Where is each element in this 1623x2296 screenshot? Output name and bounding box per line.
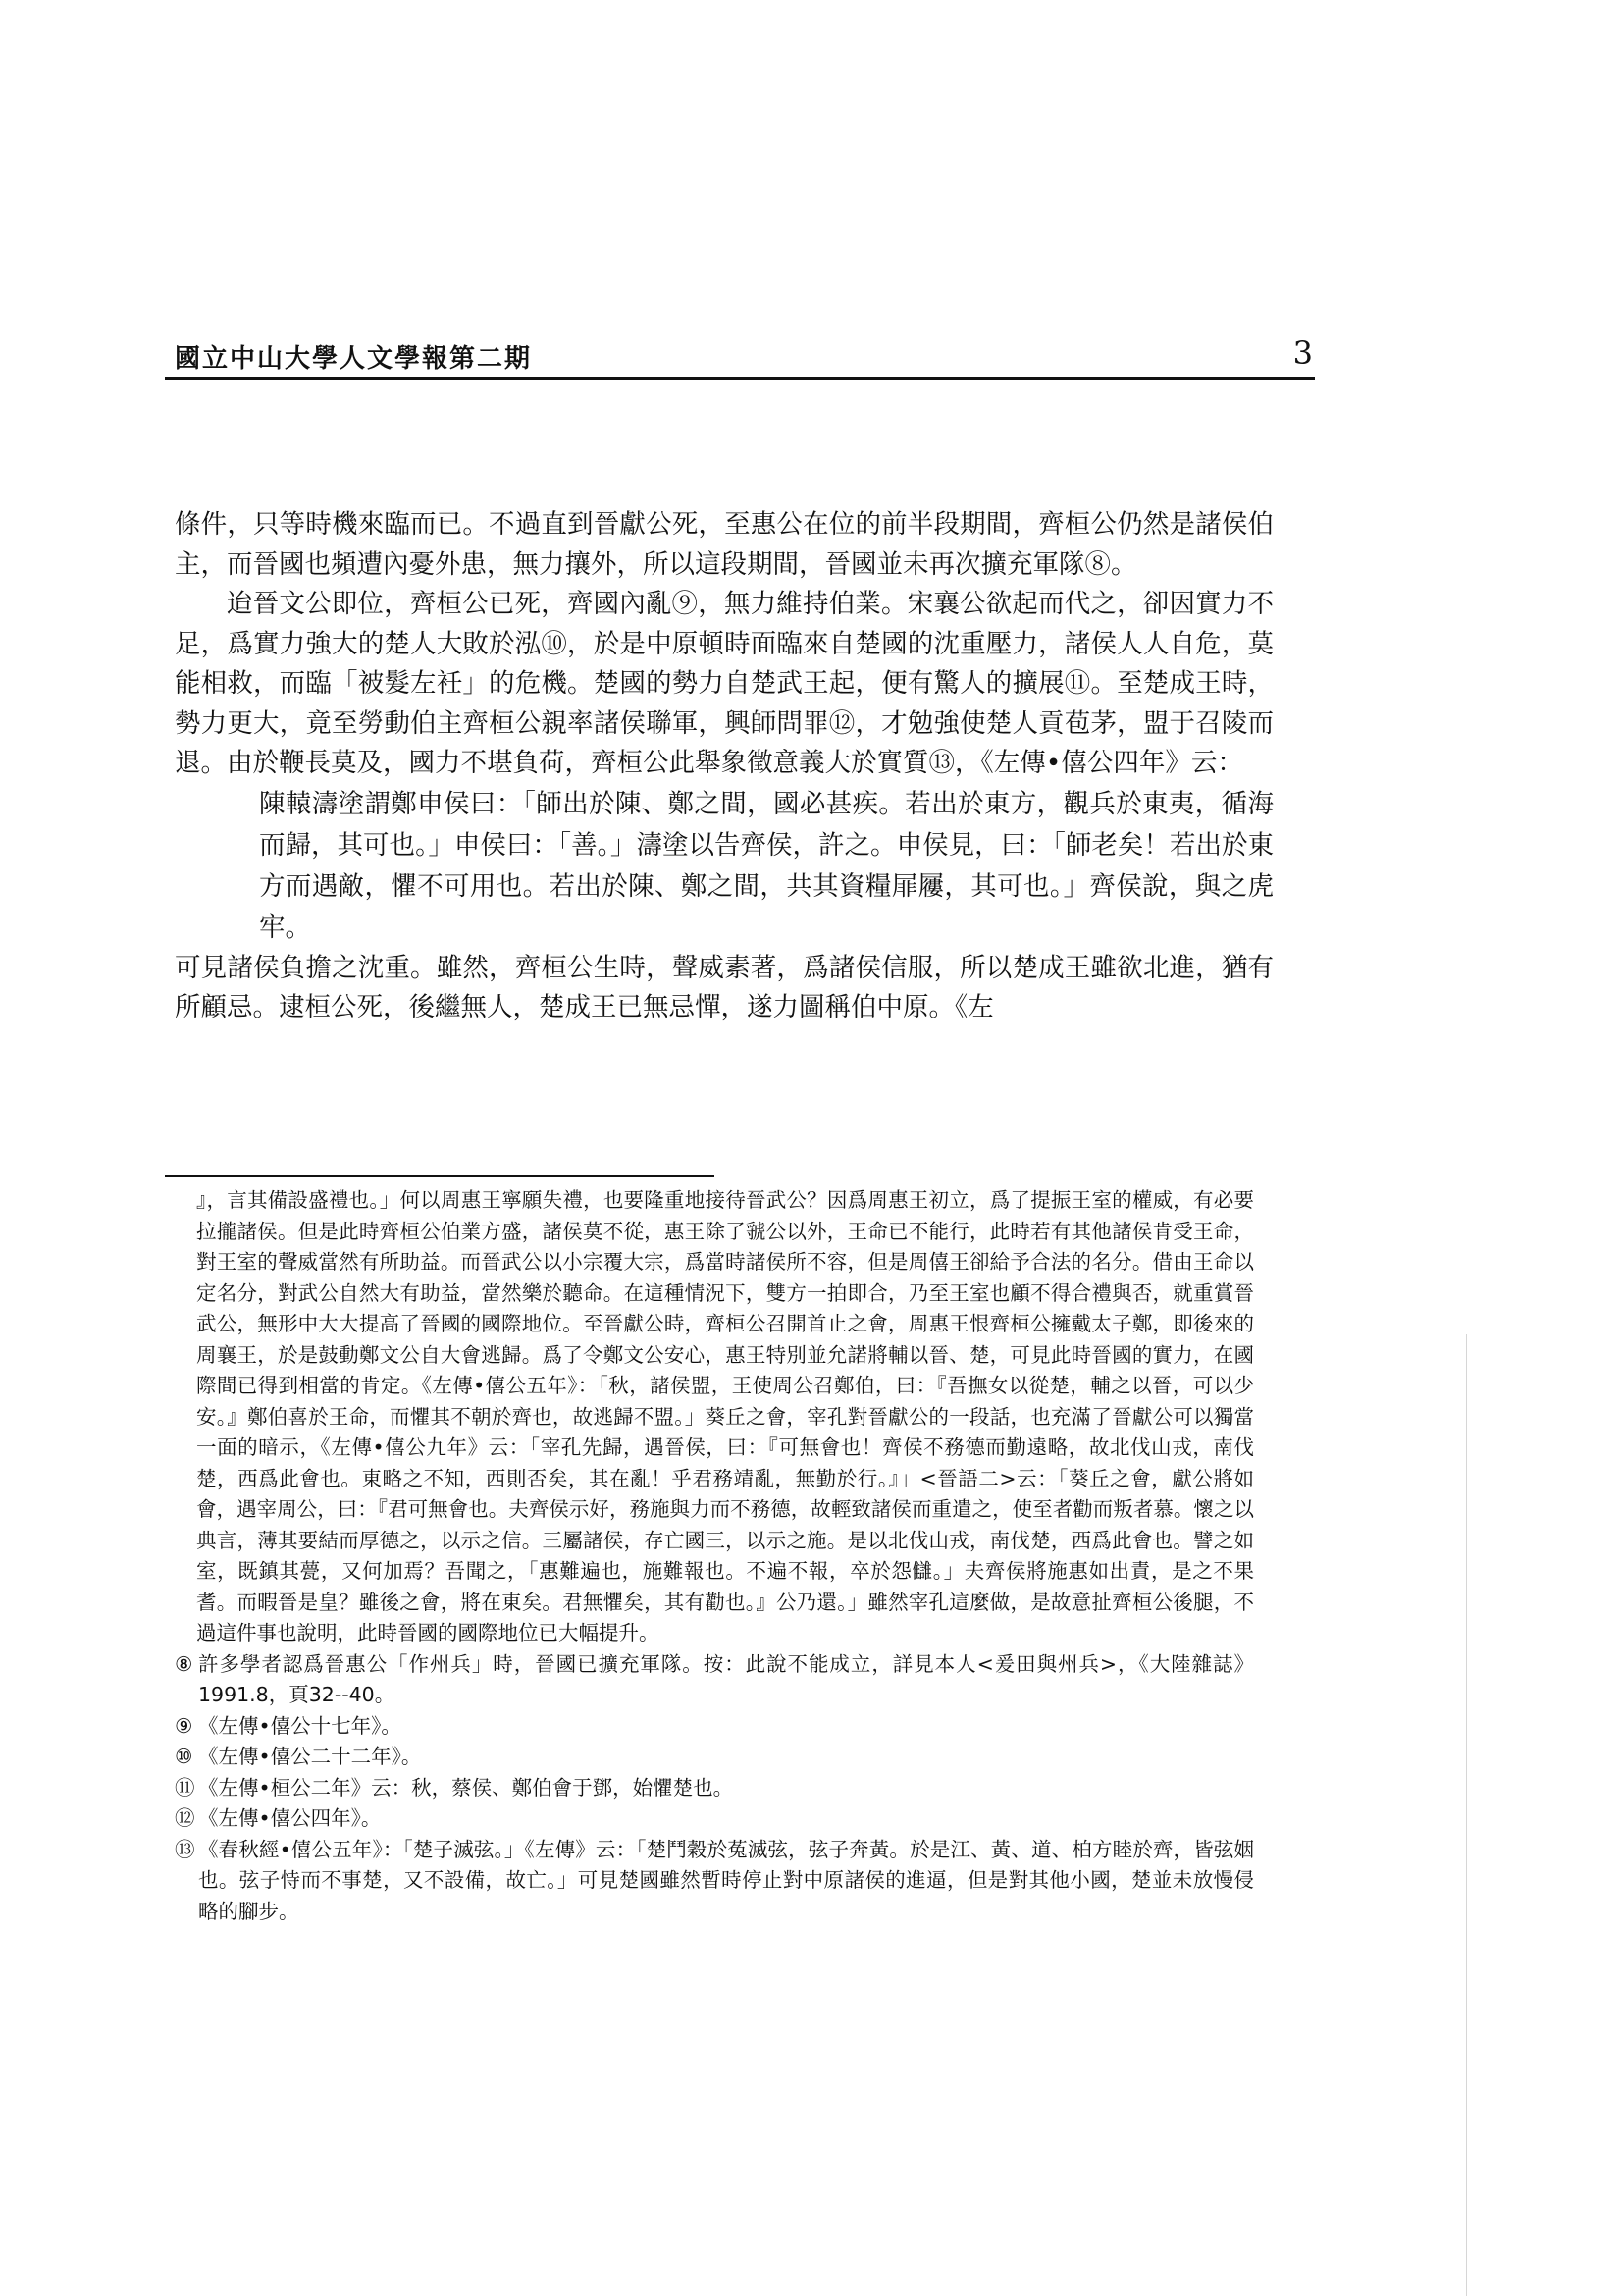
footnote-text: 《左傳•桓公二年》云：秋，蔡侯、鄭伯會于鄧，始懼楚也。 bbox=[198, 1775, 734, 1800]
footnote-number: ⑬ bbox=[175, 1837, 195, 1861]
footnote-item bbox=[175, 1649, 1254, 1711]
footnote-text: 《春秋經•僖公五年》：「楚子滅弦。」《左傳》云：「楚鬥穀於菟滅弦，弦子奔黃。於是江、黃、道、柏方睦於齊，皆弦姻也。弦子恃而不事楚，又不設備，故亡。」可見楚國雖然暫時停止對中原諸侯的進逼，但是對其他小國，楚並未放慢侵略的腳步。 bbox=[198, 1837, 1254, 1923]
main-text bbox=[175, 505, 1274, 1028]
journal-title: 國立中山大學人文學報第二期 bbox=[175, 344, 533, 374]
header-rule bbox=[165, 377, 1315, 380]
footnote-item bbox=[175, 1742, 1254, 1773]
footnote-item bbox=[175, 1835, 1254, 1928]
footnote-number: ⑩ bbox=[175, 1745, 193, 1768]
running-header bbox=[175, 335, 1313, 382]
footnote-number: ⑧ bbox=[175, 1651, 193, 1676]
footnote-text: 《左傳•僖公十七年》。 bbox=[198, 1713, 401, 1738]
footnote-number: ⑫ bbox=[175, 1806, 195, 1830]
page-number: 3 bbox=[1292, 335, 1313, 372]
block-quote: 陳轅濤塗謂鄭申侯曰：「師出於陳、鄭之間，國必甚疾。若出於東方，觀兵於東夷，循海而歸，其可也。」申侯曰：「善。」濤塗以告齊侯，許之。申侯見，曰：「師老矣！若出於東方而遇敵，懼不可用也。若出於陳、鄭之間，共其資糧屝屨，其可也。」齊侯說，與之虎牢。 bbox=[259, 788, 1274, 943]
footnote-text: 《左傳•僖公四年》。 bbox=[198, 1806, 382, 1830]
paragraph-1: 條件，只等時機來臨而已。不過直到晉獻公死，至惠公在位的前半段期間，齊桓公仍然是諸侯伯主，而晉國也頻遭內憂外患，無力攘外，所以這段期間，晉國並未再次擴充軍隊⑧。 bbox=[175, 509, 1274, 580]
footnote-rule bbox=[165, 1175, 714, 1177]
footnote-item bbox=[175, 1711, 1254, 1743]
footnote-continuation: 』，言其備設盛禮也。」何以周惠王寧願失禮，也要隆重地接待晉武公？因爲周惠王初立，爲了提振王室的權威，有必要拉攏諸侯。但是此時齊桓公伯業方盛，諸侯莫不從，惠王除了虢公以外，王命已不能行，此時若有其他諸侯肯受王命，對王室的聲威當然有所助益。而晉武公以小宗覆大宗，爲當時諸侯所不容，但是周僖王卻給予合法的名分。借由王命以定名分，對武公自然大有助益，當然樂於聽命。在這種情況下，雙方一拍即合，乃至王室也顧不得合禮與否，就重賞晉武公，無形中大大提高了晉國的國際地位。至晉獻公時，齊桓公召開首止之會，周惠王恨齊桓公擁戴太子鄭，即後來的周襄王，於是鼓動鄭文公自大會逃歸。爲了令鄭文公安心，惠王特別並允諾將輔以晉、楚，可見此時晉國的實力，在國際間已得到相當的肯定。《左傳•僖公五年》：「秋，諸侯盟，王使周公召鄭伯，曰：『吾撫女以從楚，輔之以晉，可以少安。』鄭伯喜於王命，而懼其不朝於齊也，故逃歸不盟。」葵丘之會，宰孔對晉獻公的一段話，也充滿了晉獻公可以獨當一面的暗示，《左傳•僖公九年》云：「宰孔先歸，遇晉侯，曰：『可無會也！齊侯不務德而勤遠略，故北伐山戎，南伐楚，西爲此會也。東略之不知，西則否矣，其在亂！乎君務靖亂，無勤於行。』」<晉語二>云：「葵丘之會，獻公將如會，遇宰周公，曰：『君可無會也。夫齊侯示好，務施與力而不務德，故輕致諸侯而重遣之，使至者勸而叛者慕。懷之以典言，薄其要結而厚德之，以示之信。三屬諸侯，存亡國三，以示之施。是以北伐山戎，南伐楚，西爲此會也。譬之如室，既鎮其甍，又何加焉？吾聞之，「惠難遍也，施難報也。不遍不報，卒於怨讎。」夫齊侯將施惠如出責，是之不果耆。而暇晉是皇？雖後之會，將在東矣。君無懼矣，其有勸也。』公乃還。」雖然宰孔這麼做，是故意扯齊桓公後腿，不過這件事也說明，此時晉國的國際地位已大幅提升。 bbox=[196, 1188, 1254, 1644]
paragraph-3: 可見諸侯負擔之沈重。雖然，齊桓公生時，聲威素著，爲諸侯信服，所以楚成王雖欲北進，猶有所顧忌。逮桓公死，後繼無人，楚成王已無忌憚，遂力圖稱伯中原。《左 bbox=[175, 952, 1274, 1022]
scan-edge-line bbox=[1466, 1334, 1467, 2296]
footnotes bbox=[175, 1185, 1254, 1927]
footnote-number: ⑨ bbox=[175, 1713, 193, 1738]
footnote-item bbox=[175, 1773, 1254, 1804]
paragraph-2: 迨晉文公即位，齊桓公已死，齊國內亂⑨，無力維持伯業。宋襄公欲起而代之，卻因實力不足，爲實力強大的楚人大敗於泓⑩，於是中原頓時面臨來自楚國的沈重壓力，諸侯人人自危，莫能相救，而臨「被髮左衽」的危機。楚國的勢力自楚武王起，便有驚人的擴展⑪。至楚成王時，勢力更大，竟至勞動伯主齊桓公親率諸侯聯軍，興師問罪⑫，才勉強使楚人貢苞茅，盟于召陵而退。由於鞭長莫及，國力不堪負荷，齊桓公此舉象徵意義大於實質⑬，《左傳•僖公四年》云： bbox=[175, 589, 1274, 778]
footnote-text: 許多學者認爲晉惠公「作州兵」時，晉國已擴充軍隊。按：此說不能成立，詳見本人<爰田與州兵>，《大陸雜誌》1991.8，頁32--40。 bbox=[198, 1651, 1254, 1706]
footnote-item bbox=[175, 1803, 1254, 1835]
footnote-number: ⑪ bbox=[175, 1775, 195, 1800]
footnote-text: 《左傳•僖公二十二年》。 bbox=[198, 1745, 422, 1768]
